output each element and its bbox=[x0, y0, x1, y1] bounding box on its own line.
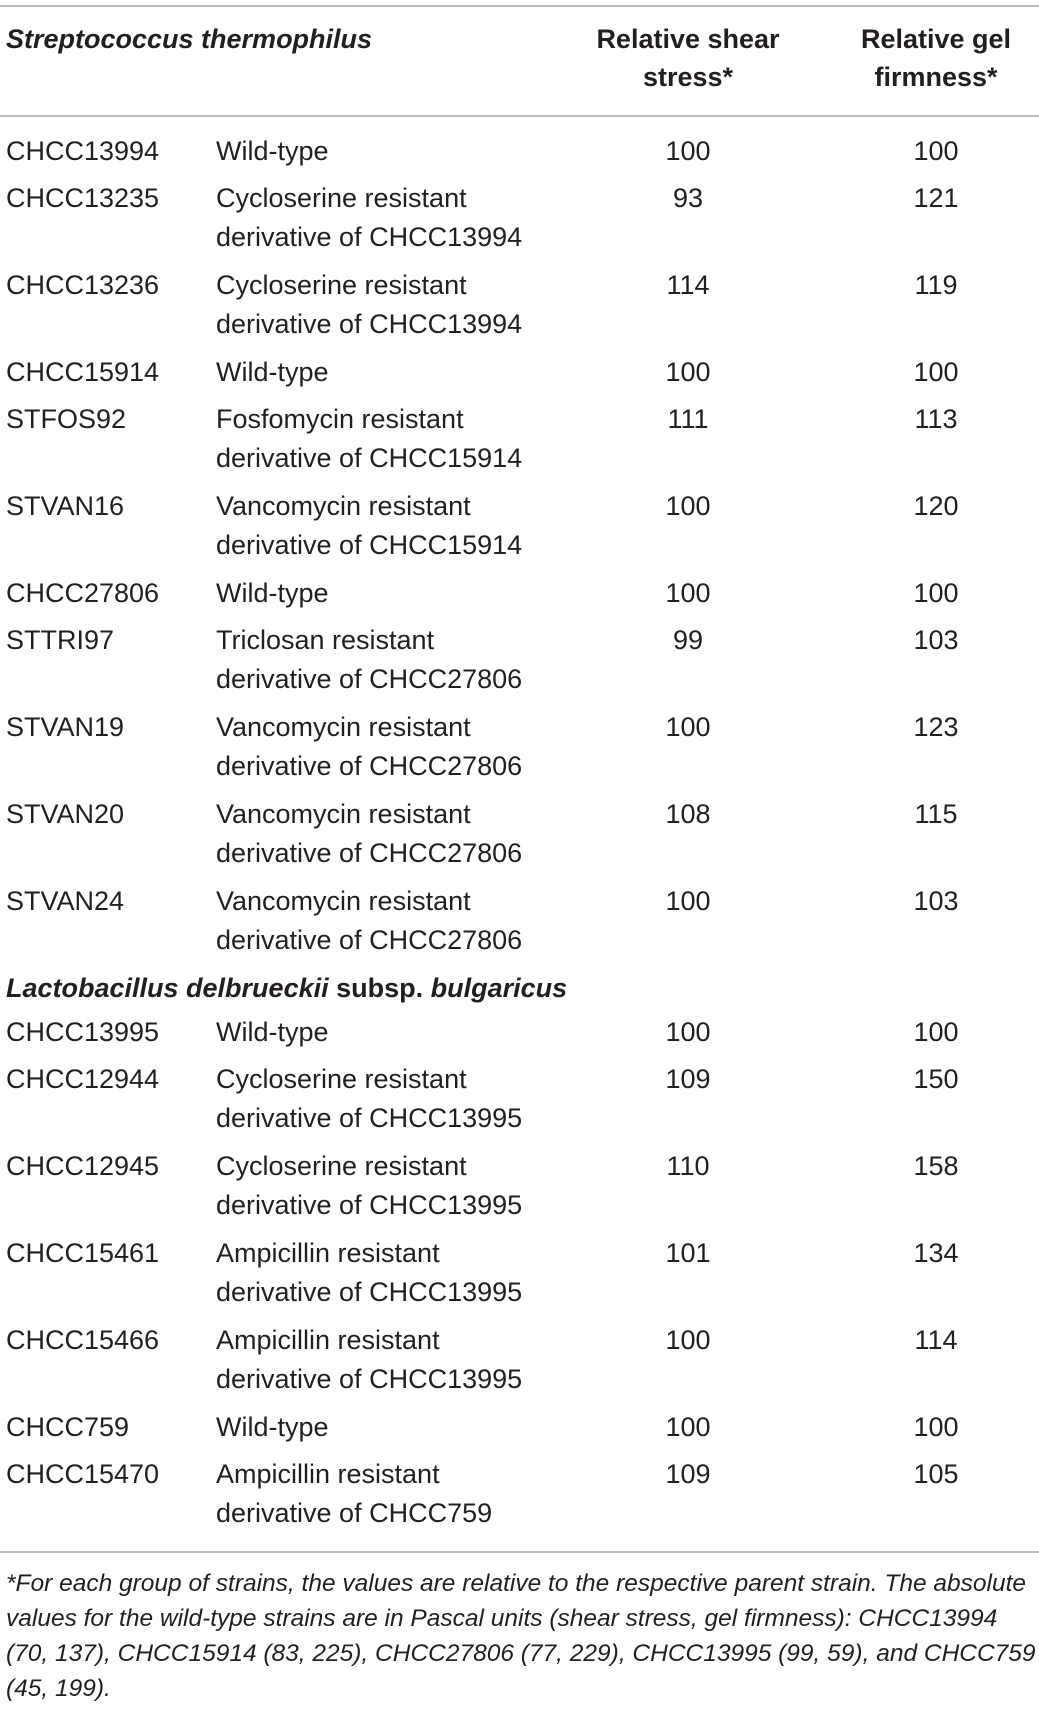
header-bottom-rule bbox=[0, 115, 1039, 117]
description-line1: Vancomycin resistant bbox=[216, 886, 471, 916]
shear-stress-cell: 114 bbox=[666, 270, 710, 300]
table-row bbox=[0, 795, 1039, 882]
strain-cell: CHCC12945 bbox=[6, 1151, 160, 1181]
shear-stress-cell: 100 bbox=[665, 136, 711, 166]
table-bottom-rule bbox=[0, 1551, 1039, 1553]
description-cell bbox=[216, 882, 576, 960]
table-row bbox=[0, 1147, 1039, 1234]
shear-stress-cell: 100 bbox=[665, 578, 711, 608]
strain-cell: CHCC13236 bbox=[6, 270, 160, 300]
gel-firmness-cell: 103 bbox=[913, 886, 959, 916]
header-gel-firmness bbox=[836, 20, 1036, 96]
strain-cell: STVAN24 bbox=[6, 886, 125, 916]
table-footnote: *For each group of strains, the values are relative to the respective parent strain. The absolute values for the wild-type strains are in Pascal units (shear stress, gel firmness): CHCC13994 (70, 137), CHCC15914 (83, 225), CHCC27806 (77, 229), CHCC13995 (99, 59), and CHCC759 (45, 199). bbox=[6, 1570, 1036, 1702]
strain-cell: STTRI97 bbox=[6, 625, 115, 655]
description-line1: Wild-type bbox=[216, 136, 329, 166]
shear-stress-cell: 100 bbox=[665, 1412, 711, 1442]
description-cell bbox=[216, 1147, 576, 1225]
gel-firmness-cell: 121 bbox=[913, 183, 959, 213]
header-gel-line2: firmness* bbox=[874, 62, 998, 92]
strain-cell: CHCC13235 bbox=[6, 183, 160, 213]
shear-stress-cell: 111 bbox=[667, 404, 709, 434]
table-row bbox=[0, 1060, 1039, 1147]
table-row bbox=[0, 621, 1039, 708]
description-line1: Ampicillin resistant bbox=[216, 1325, 440, 1355]
table-top-rule bbox=[0, 5, 1039, 7]
description-line2: derivative of CHCC13995 bbox=[216, 1103, 523, 1133]
description-cell bbox=[216, 795, 576, 873]
table-header bbox=[0, 20, 1039, 112]
header-species: Streptococcus thermophilus bbox=[6, 24, 373, 54]
header-gel-line1: Relative gel bbox=[860, 24, 1012, 54]
description-line1: Cycloserine resistant bbox=[216, 1151, 467, 1181]
description-line1: Ampicillin resistant bbox=[216, 1459, 440, 1489]
description-line2: derivative of CHCC15914 bbox=[216, 443, 523, 473]
description-cell bbox=[216, 400, 576, 478]
shear-stress-cell: 110 bbox=[666, 1151, 710, 1181]
description-cell bbox=[216, 353, 576, 392]
strain-cell: STVAN19 bbox=[6, 712, 125, 742]
shear-stress-cell: 108 bbox=[665, 799, 711, 829]
table-row bbox=[0, 708, 1039, 795]
shear-stress-cell: 100 bbox=[665, 491, 711, 521]
description-cell bbox=[216, 708, 576, 786]
description-line2: derivative of CHCC27806 bbox=[216, 838, 523, 868]
table-row bbox=[0, 132, 1039, 179]
gel-firmness-cell: 100 bbox=[913, 1017, 959, 1047]
gel-firmness-cell: 100 bbox=[913, 136, 959, 166]
strain-cell: CHCC15914 bbox=[6, 357, 160, 387]
table-row bbox=[0, 1234, 1039, 1321]
shear-stress-cell: 100 bbox=[665, 712, 711, 742]
strain-cell: CHCC12944 bbox=[6, 1064, 160, 1094]
description-line2: derivative of CHCC27806 bbox=[216, 925, 523, 955]
shear-stress-cell: 100 bbox=[665, 1325, 711, 1355]
description-cell bbox=[216, 621, 576, 699]
strain-cell: CHCC13995 bbox=[6, 1017, 160, 1047]
gel-firmness-cell: 103 bbox=[913, 625, 959, 655]
strain-cell: CHCC15466 bbox=[6, 1325, 160, 1355]
gel-firmness-cell: 100 bbox=[913, 357, 959, 387]
description-cell bbox=[216, 574, 576, 613]
shear-stress-cell: 109 bbox=[665, 1064, 711, 1094]
description-cell bbox=[216, 1013, 576, 1052]
description-line2: derivative of CHCC13995 bbox=[216, 1190, 523, 1220]
strain-cell: STVAN16 bbox=[6, 491, 125, 521]
group-heading-lactobacillus bbox=[0, 969, 1039, 1013]
gel-firmness-cell: 123 bbox=[913, 712, 959, 742]
description-cell bbox=[216, 266, 576, 344]
gel-firmness-cell: 134 bbox=[913, 1238, 959, 1268]
strain-cell: CHCC13994 bbox=[6, 136, 160, 166]
shear-stress-cell: 100 bbox=[665, 357, 711, 387]
strain-cell: STFOS92 bbox=[6, 404, 127, 434]
description-line1: Triclosan resistant bbox=[216, 625, 435, 655]
group-subsp: subsp. bbox=[328, 973, 431, 1003]
table-row bbox=[0, 1321, 1039, 1408]
description-line1: Wild-type bbox=[216, 357, 329, 387]
description-line2: derivative of CHCC13994 bbox=[216, 222, 523, 252]
description-cell bbox=[216, 179, 576, 257]
description-line1: Vancomycin resistant bbox=[216, 491, 471, 521]
table-row bbox=[0, 882, 1039, 969]
description-cell bbox=[216, 132, 576, 171]
description-line1: Vancomycin resistant bbox=[216, 799, 471, 829]
table-row bbox=[0, 353, 1039, 400]
description-line1: Wild-type bbox=[216, 578, 329, 608]
description-line2: derivative of CHCC13995 bbox=[216, 1277, 523, 1307]
table-row bbox=[0, 400, 1039, 487]
gel-firmness-cell: 115 bbox=[914, 799, 958, 829]
table-row bbox=[0, 179, 1039, 266]
group-genus-species: Lactobacillus delbrueckii bbox=[6, 973, 329, 1003]
description-cell bbox=[216, 1408, 576, 1447]
gel-firmness-cell: 113 bbox=[914, 404, 958, 434]
strain-cell: CHCC15461 bbox=[6, 1238, 160, 1268]
group-heading-label bbox=[6, 969, 567, 1008]
gel-firmness-cell: 120 bbox=[913, 491, 959, 521]
description-line1: Cycloserine resistant bbox=[216, 1064, 467, 1094]
strain-cell: STVAN20 bbox=[6, 799, 125, 829]
group-subspecies: bulgaricus bbox=[430, 973, 568, 1003]
shear-stress-cell: 93 bbox=[672, 183, 704, 213]
table-row bbox=[0, 1455, 1039, 1542]
description-cell bbox=[216, 1455, 576, 1533]
description-line2: derivative of CHCC27806 bbox=[216, 751, 523, 781]
strain-cell: CHCC27806 bbox=[6, 578, 160, 608]
gel-firmness-cell: 100 bbox=[913, 578, 959, 608]
gel-firmness-cell: 158 bbox=[913, 1151, 959, 1181]
table-row bbox=[0, 266, 1039, 353]
description-line2: derivative of CHCC13995 bbox=[216, 1364, 523, 1394]
description-cell bbox=[216, 1234, 576, 1312]
description-line1: Wild-type bbox=[216, 1017, 329, 1047]
description-line2: derivative of CHCC15914 bbox=[216, 530, 523, 560]
strain-cell: CHCC15470 bbox=[6, 1459, 160, 1489]
header-shear-line2: stress* bbox=[642, 62, 734, 92]
table-row bbox=[0, 1408, 1039, 1455]
gel-firmness-cell: 119 bbox=[914, 270, 958, 300]
description-line1: Ampicillin resistant bbox=[216, 1238, 440, 1268]
description-line1: Cycloserine resistant bbox=[216, 183, 467, 213]
description-line1: Wild-type bbox=[216, 1412, 329, 1442]
shear-stress-cell: 109 bbox=[665, 1459, 711, 1489]
description-line1: Fosfomycin resistant bbox=[216, 404, 464, 434]
shear-stress-cell: 100 bbox=[665, 1017, 711, 1047]
description-line2: derivative of CHCC759 bbox=[216, 1498, 493, 1528]
table-row bbox=[0, 1013, 1039, 1060]
gel-firmness-cell: 100 bbox=[913, 1412, 959, 1442]
description-line1: Cycloserine resistant bbox=[216, 270, 467, 300]
table-row bbox=[0, 574, 1039, 621]
description-line2: derivative of CHCC13994 bbox=[216, 309, 523, 339]
description-cell bbox=[216, 1321, 576, 1399]
header-shear-stress bbox=[585, 20, 791, 96]
shear-stress-cell: 101 bbox=[665, 1238, 711, 1268]
description-cell bbox=[216, 487, 576, 565]
shear-stress-cell: 99 bbox=[672, 625, 704, 655]
table-body bbox=[0, 132, 1039, 1542]
gel-firmness-cell: 114 bbox=[914, 1325, 958, 1355]
strain-cell: CHCC759 bbox=[6, 1412, 130, 1442]
shear-stress-cell: 100 bbox=[665, 886, 711, 916]
description-line2: derivative of CHCC27806 bbox=[216, 664, 523, 694]
header-shear-line1: Relative shear bbox=[596, 24, 780, 54]
description-cell bbox=[216, 1060, 576, 1138]
gel-firmness-cell: 150 bbox=[913, 1064, 959, 1094]
gel-firmness-cell: 105 bbox=[913, 1459, 959, 1489]
table-row bbox=[0, 487, 1039, 574]
description-line1: Vancomycin resistant bbox=[216, 712, 471, 742]
